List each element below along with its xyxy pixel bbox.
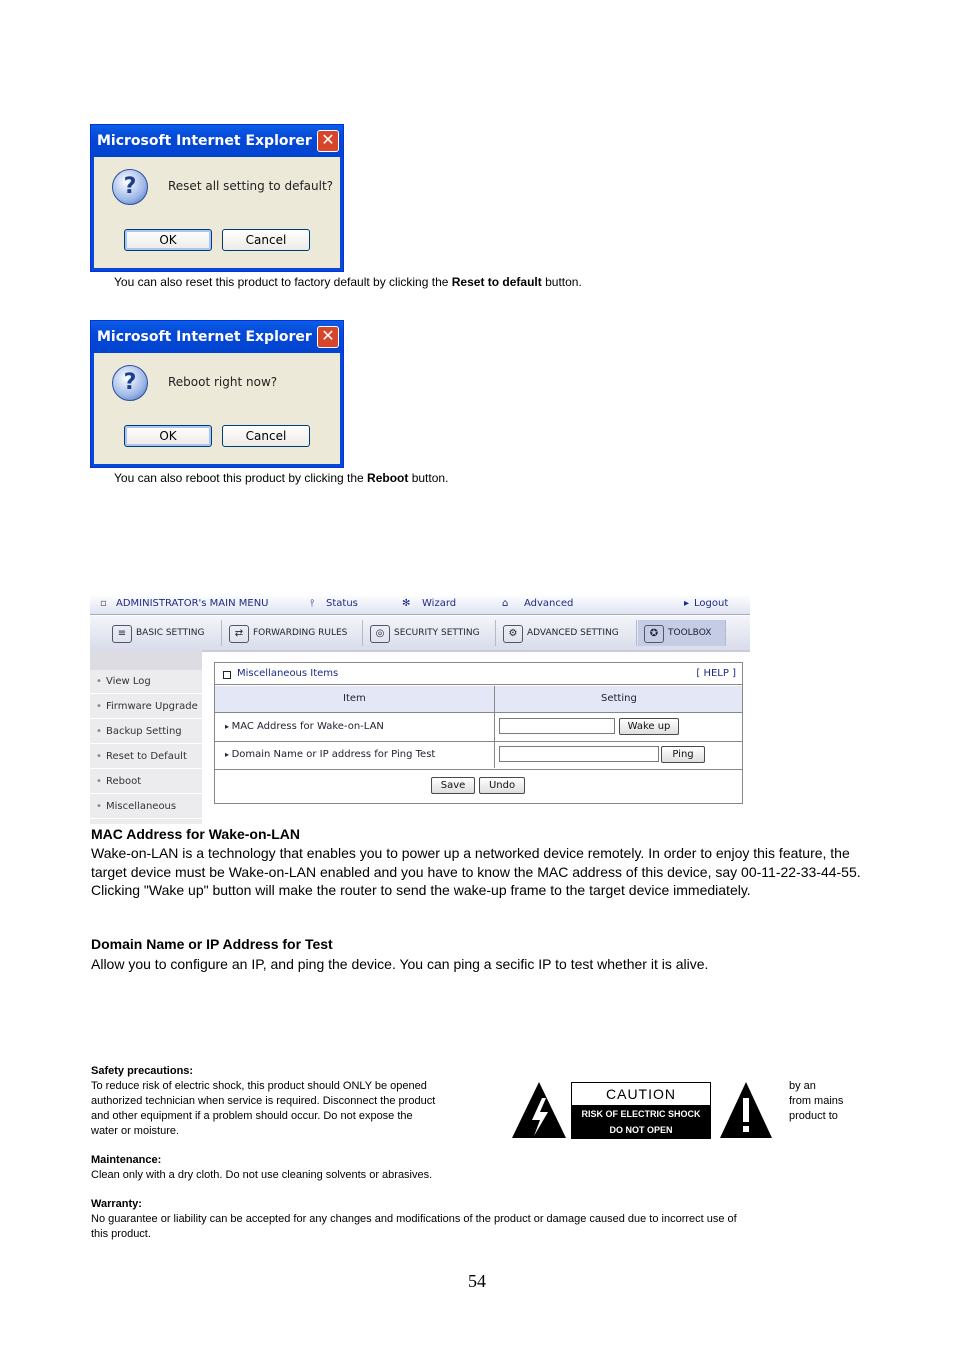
- misc-panel: [214, 662, 743, 804]
- reboot-caption: [114, 471, 448, 485]
- tab-label: ADVANCED SETTING: [527, 628, 619, 638]
- tab-security-setting[interactable]: [364, 620, 496, 646]
- toolbox-icon: ✪: [644, 625, 664, 643]
- ok-button[interactable]: OK: [124, 425, 212, 447]
- book-icon: ≡: [112, 625, 132, 643]
- safety-line: To reduce risk of electric shock, this product should ONLY be opened: [91, 1080, 427, 1092]
- lock-icon: ◎: [370, 625, 390, 643]
- wizard-icon: ✻: [402, 598, 411, 609]
- status-icon: ⫯: [310, 598, 315, 609]
- caption-text: You can also reset this product to factory default by clicking the: [114, 275, 452, 289]
- caption-bold: Reboot: [367, 471, 409, 485]
- close-icon[interactable]: ✕: [317, 326, 339, 348]
- safety-title: Safety precautions:: [91, 1065, 194, 1077]
- dialog-title: Microsoft Internet Explorer: [91, 125, 343, 157]
- ping-button[interactable]: Ping: [661, 746, 705, 763]
- caption-text: button.: [541, 275, 582, 289]
- cancel-button[interactable]: Cancel: [222, 425, 310, 447]
- ping-label: ▸ Domain Name or IP address for Ping Test: [225, 749, 435, 760]
- safety-line: water or moisture.: [91, 1125, 180, 1137]
- help-link[interactable]: [ HELP ]: [696, 668, 736, 679]
- column-divider: [494, 686, 495, 768]
- tab-label: TOOLBOX: [668, 628, 712, 638]
- arrow-icon: ▸: [684, 598, 690, 609]
- caption-bold: Reset to default: [451, 275, 542, 289]
- maintenance-text: Clean only with a dry cloth. Do not use cleaning solvents or abrasives.: [91, 1169, 433, 1181]
- panel-header: [215, 663, 742, 685]
- wake-up-button[interactable]: Wake up: [619, 718, 679, 735]
- safety-line: authorized technician when service is required. Disconnect the product: [91, 1095, 436, 1107]
- nav-firmware-upgrade[interactable]: • Firmware Upgrade: [90, 695, 202, 719]
- exclamation-warning-icon: [718, 1080, 774, 1140]
- electric-shock-warning-icon: [510, 1080, 568, 1140]
- safety-right-line: from mains: [789, 1095, 844, 1107]
- nav-reboot[interactable]: • Reboot: [90, 770, 202, 794]
- logout-link[interactable]: Logout: [694, 598, 729, 609]
- advanced-icon: ⌂: [502, 598, 509, 609]
- dialog-message: Reboot right now?: [168, 375, 278, 389]
- menu-square-icon: ▫: [100, 598, 107, 609]
- domain-heading: Domain Name or IP Address for Test: [91, 936, 333, 952]
- table-row-ping: [215, 741, 742, 770]
- main-menu-link[interactable]: ADMINISTRATOR's MAIN MENU: [116, 598, 269, 609]
- table-row-wol: [215, 713, 742, 742]
- forward-icon: ⇄: [229, 625, 249, 643]
- caution-line: RISK OF ELECTRIC SHOCK: [581, 1109, 701, 1119]
- maintenance-title: Maintenance:: [91, 1154, 162, 1166]
- router-admin-screenshot: [90, 594, 750, 824]
- wol-label: ▸ MAC Address for Wake-on-LAN: [225, 721, 384, 732]
- question-icon: ?: [112, 365, 148, 401]
- caution-label: [571, 1082, 711, 1139]
- tab-bar: [90, 616, 750, 652]
- caption-text: You can also reboot this product by clicking the: [114, 471, 368, 485]
- warranty-line: No guarantee or liability can be accepted for any changes and modifications of the product or damage caused due to incorrect use of: [91, 1213, 737, 1225]
- caution-warning-block: [572, 1105, 710, 1139]
- safety-line: and other equipment if a problem should occur. Do not expose the: [91, 1110, 413, 1122]
- reboot-dialog: [90, 320, 344, 468]
- left-nav: [90, 650, 202, 824]
- caution-line: DO NOT OPEN: [609, 1125, 673, 1135]
- tab-label: SECURITY SETTING: [394, 628, 480, 638]
- question-icon: ?: [112, 169, 148, 205]
- ping-host-input[interactable]: [499, 746, 659, 762]
- wol-paragraph: Wake-on-LAN is a technology that enables you to power up a networked device remotely. In order to enjoy this feature, the target device must be Wake-on-LAN enabled and you have to know the MAC address of this device, say 00-11-22-33-44-55. Clicking "Wake up" button will make the router to send the wake-up frame to the target device immediately.: [91, 845, 861, 898]
- nav-view-log[interactable]: • View Log: [90, 670, 202, 694]
- top-menu-bar: [90, 594, 750, 615]
- reset-caption: [114, 275, 582, 289]
- wol-heading: MAC Address for Wake-on-LAN: [91, 826, 300, 842]
- dialog-message: Reset all setting to default?: [168, 179, 334, 193]
- wizard-link[interactable]: Wizard: [422, 598, 457, 609]
- cancel-button[interactable]: Cancel: [222, 229, 310, 251]
- square-icon: [223, 671, 231, 679]
- nav-miscellaneous[interactable]: • Miscellaneous: [90, 795, 202, 819]
- safety-right-line: by an: [789, 1080, 816, 1092]
- save-button[interactable]: Save: [431, 777, 475, 794]
- tab-label: BASIC SETTING: [136, 628, 205, 638]
- status-link[interactable]: Status: [326, 598, 358, 609]
- mac-address-input[interactable]: [499, 718, 615, 734]
- table-header: [215, 686, 742, 713]
- settings-icon: ⚙: [503, 625, 523, 643]
- tab-forwarding-rules[interactable]: [223, 620, 363, 646]
- close-icon[interactable]: ✕: [317, 130, 339, 152]
- undo-button[interactable]: Undo: [479, 777, 525, 794]
- safety-right-line: product to: [789, 1110, 838, 1122]
- tab-basic-setting[interactable]: [106, 620, 222, 646]
- warranty-line: this product.: [91, 1228, 151, 1240]
- dialog-title: Microsoft Internet Explorer: [91, 321, 343, 353]
- domain-paragraph: Allow you to configure an IP, and ping the device. You can ping a secific IP to test whether it is alive.: [91, 956, 709, 972]
- panel-title: Miscellaneous Items: [237, 668, 339, 679]
- tab-advanced-setting[interactable]: [497, 620, 637, 646]
- nav-spacer: [90, 650, 202, 670]
- reset-dialog: [90, 124, 344, 272]
- tab-toolbox[interactable]: [638, 620, 726, 646]
- warranty-title: Warranty:: [91, 1198, 142, 1210]
- caution-heading: CAUTION: [606, 1086, 676, 1102]
- advanced-link[interactable]: Advanced: [524, 598, 574, 609]
- nav-reset-to-default[interactable]: • Reset to Default: [90, 745, 202, 769]
- tab-label: FORWARDING RULES: [253, 628, 348, 638]
- page-number: 54: [468, 1271, 486, 1291]
- caption-text: button.: [408, 471, 449, 485]
- column-item: Item: [343, 693, 366, 704]
- nav-backup-setting[interactable]: • Backup Setting: [90, 720, 202, 744]
- column-setting: Setting: [601, 693, 637, 704]
- ok-button[interactable]: OK: [124, 229, 212, 251]
